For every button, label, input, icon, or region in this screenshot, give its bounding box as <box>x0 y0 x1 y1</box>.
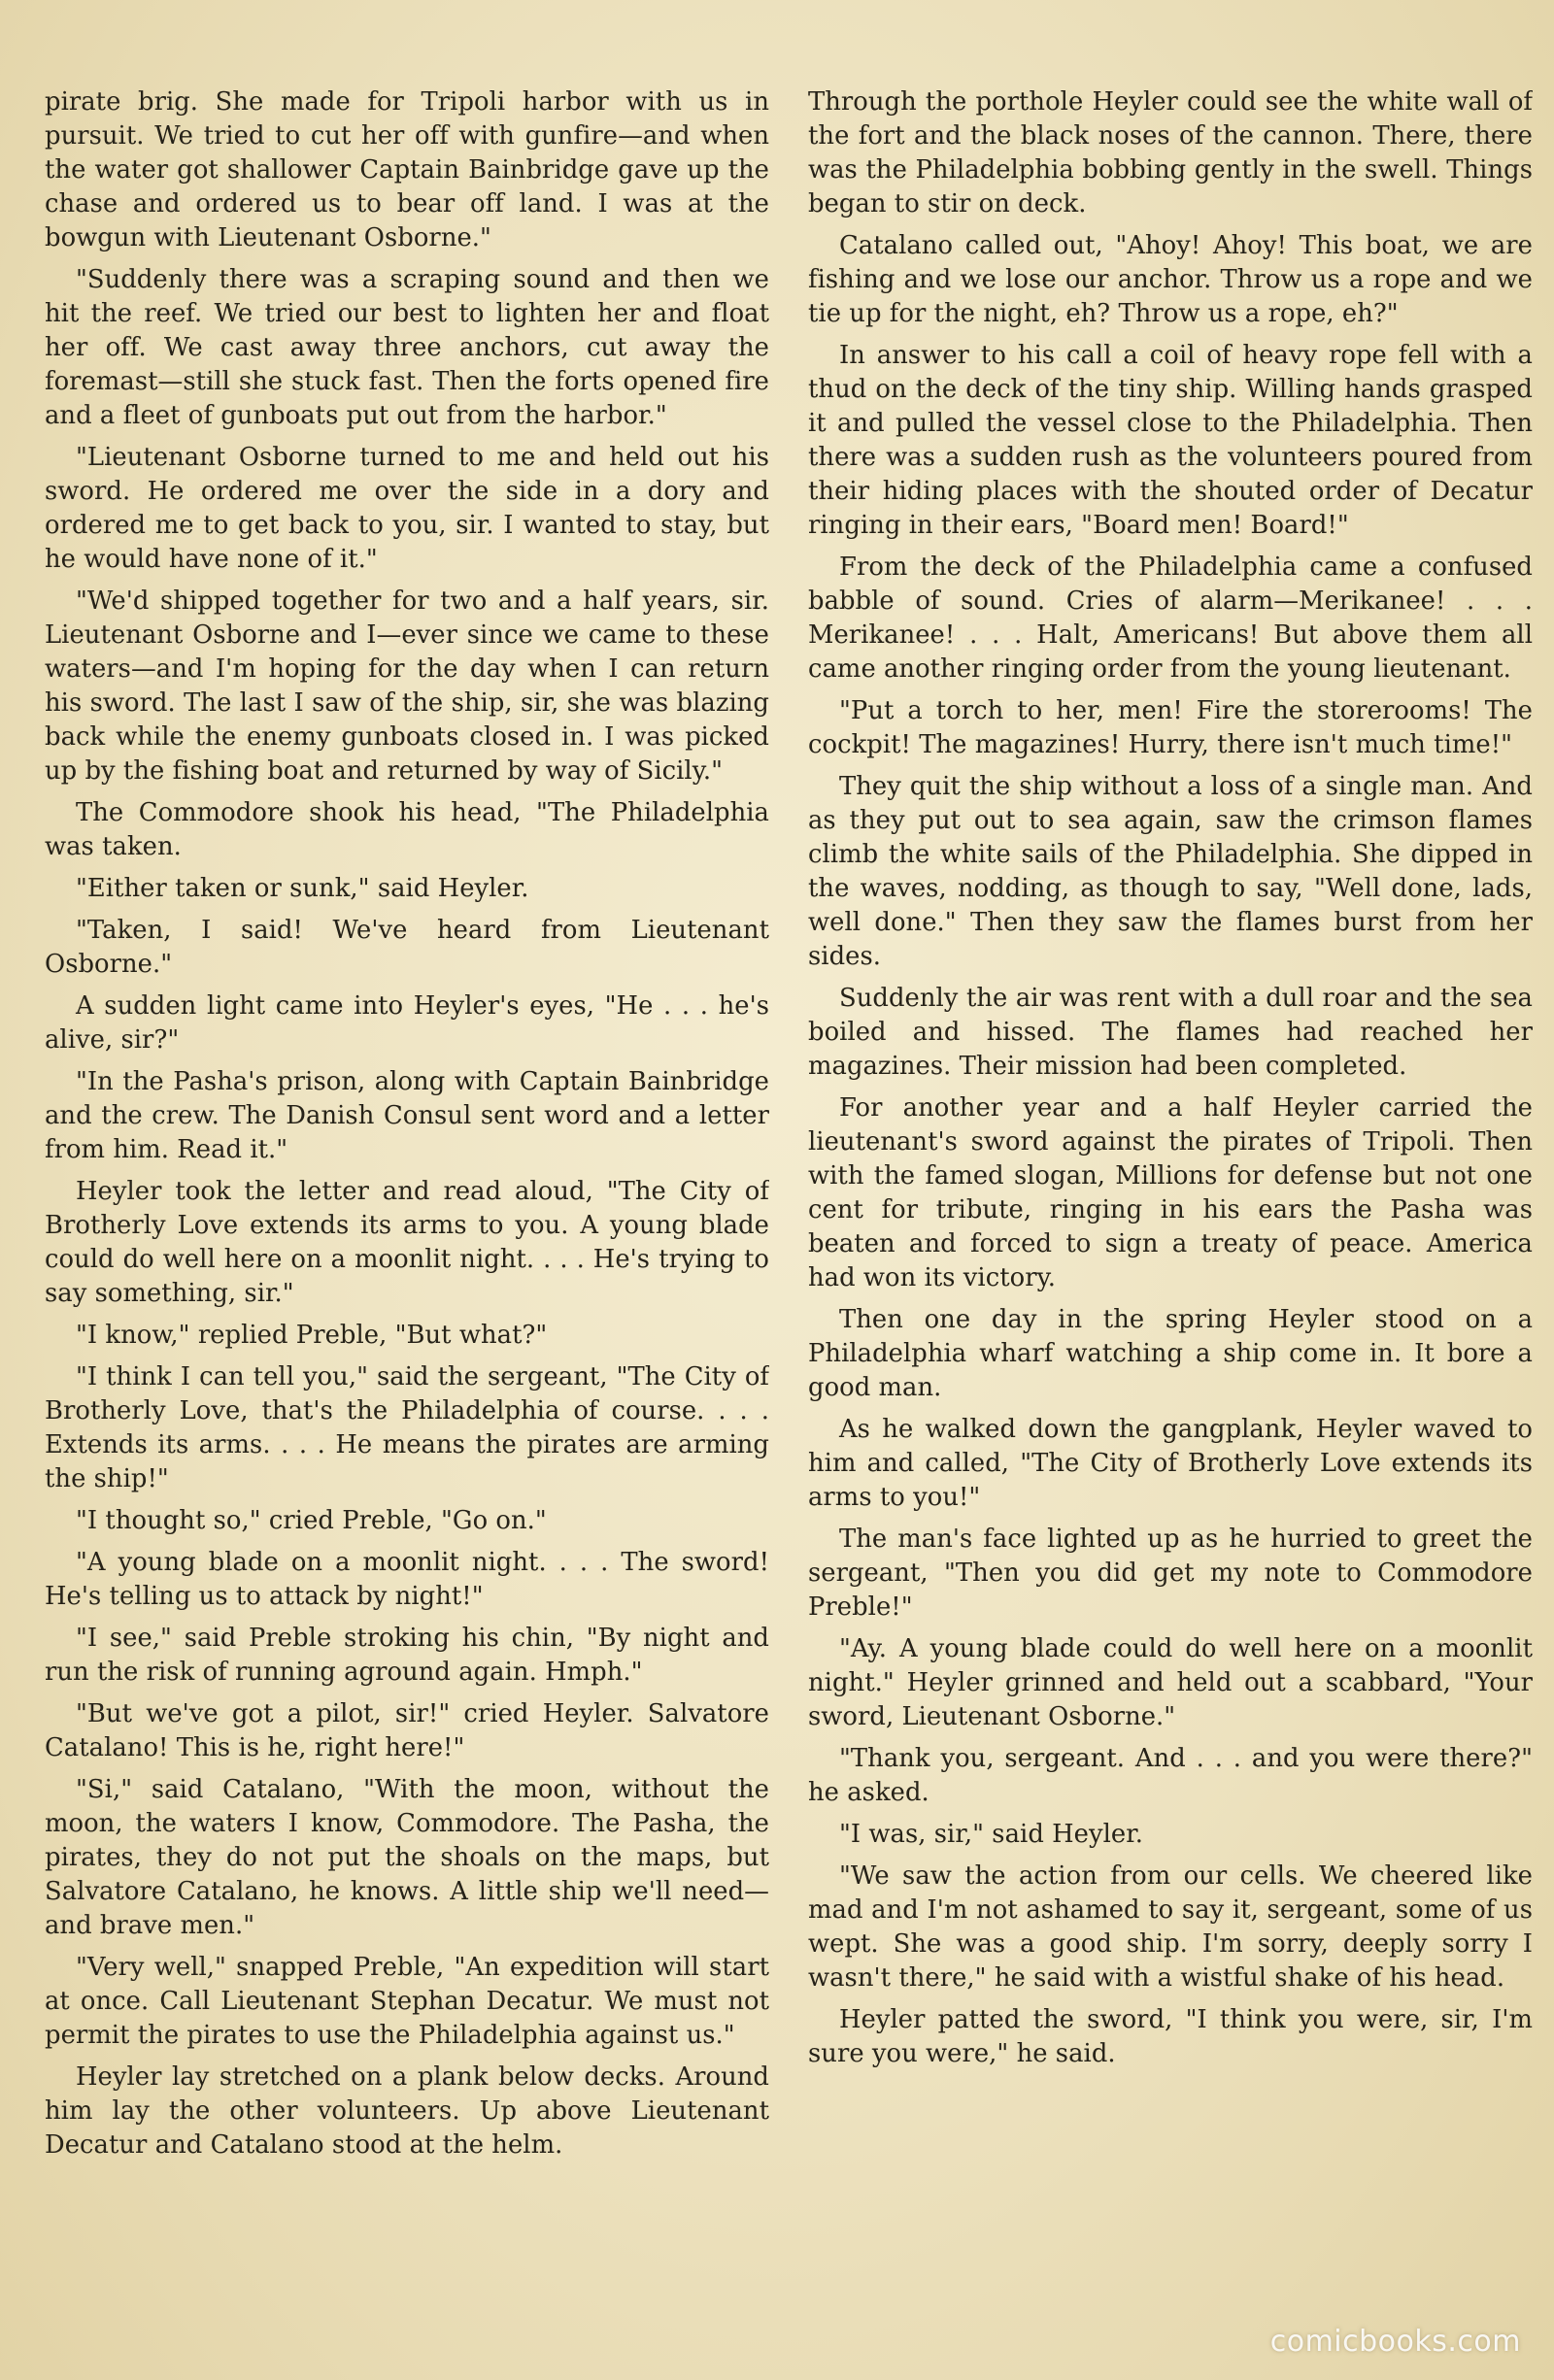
paragraph: "I thought so," cried Preble, "Go on." <box>76 1506 547 1535</box>
paragraph: "In the Pasha's prison, along with Captain Bainbridge and the crew. The Danish Consul sent word and a letter from him. Read it." <box>45 1067 769 1164</box>
left-column <box>45 85 769 2348</box>
paragraph: "Very well," snapped Preble, "An expedition will start at once. Call Lieutenant Stephan Decatur. We must not permit the pirates to use the Philadelphia against us." <box>45 1953 769 2050</box>
paragraph: "Taken, I said! We've heard from Lieutenant Osborne." <box>45 916 769 979</box>
paragraph: "Ay. A young blade could do well here on a moonlit night." Heyler grinned and held out a scabbard, "Your sword, Lieutenant Osborne." <box>808 1634 1533 1731</box>
paragraph: "Put a torch to her, men! Fire the storerooms! The cockpit! The magazines! Hurry, there isn't much time!" <box>808 696 1533 759</box>
paragraph: From the deck of the Philadelphia came a confused babble of sound. Cries of alarm—Merikanee! . . . Merikanee! . . . Halt, Americans! But above them all came another ringing order from the young lieutenant. <box>808 553 1533 684</box>
paragraph: "But we've got a pilot, sir!" cried Heyler. Salvatore Catalano! This is he, right here!" <box>45 1699 769 1762</box>
article-body <box>0 85 1554 2348</box>
paragraph: "I know," replied Preble, "But what?" <box>76 1321 548 1350</box>
site-watermark: comicbooks.com <box>1269 2325 1521 2359</box>
right-column <box>808 85 1533 2348</box>
paragraph: "Suddenly there was a scraping sound and then we hit the reef. We tried our best to lighten her and float her off. We cast away three anchors, cut away the foremast—still she stuck fast. Then the forts opened fire and a fleet of gunboats put out from the harbor." <box>45 265 769 430</box>
paragraph: "Thank you, sergeant. And . . . and you were there?" he asked. <box>808 1744 1533 1807</box>
paragraph: "Si," said Catalano, "With the moon, without the moon, the waters I know, Commodore. The Pasha, the pirates, they do not put the shoals on the maps, but Salvatore Catalano, he knows. A little ship we'll need—and brave men." <box>45 1775 769 1940</box>
paragraph: "I think I can tell you," said the sergeant, "The City of Brotherly Love, that's the Philadelphia of course. . . . Extends its arms. . . . He means the pirates are arming the ship!" <box>45 1362 769 1493</box>
paragraph: Heyler lay stretched on a plank below decks. Around him lay the other volunteers. Up above Lieutenant Decatur and Catalano stood at the helm. <box>45 2062 769 2160</box>
paragraph: The Commodore shook his head, "The Philadelphia was taken. <box>45 798 769 861</box>
paragraph: Heyler took the letter and read aloud, "The City of Brotherly Love extends its arms to you. A young blade could do well here on a moonlit night. . . . He's trying to say something, sir." <box>45 1177 769 1308</box>
paragraph: A sudden light came into Heyler's eyes, "He . . . he's alive, sir?" <box>45 991 769 1055</box>
paragraph: "I was, sir," said Heyler. <box>839 1820 1144 1849</box>
paragraph: The man's face lighted up as he hurried to greet the sergeant, "Then you did get my note to Commodore Preble!" <box>808 1525 1533 1622</box>
paragraph: Through the porthole Heyler could see the white wall of the fort and the black noses of the cannon. There, there was the Philadelphia bobbing gently in the swell. Things began to stir on deck. <box>808 87 1533 218</box>
paragraph: For another year and a half Heyler carried the lieutenant's sword against the pirates of Tripoli. Then with the famed slogan, Millions for defense but not one cent for tribute, ringing in his ears the Pasha was beaten and forced to sign a treaty of peace. America had won its victory. <box>808 1093 1533 1292</box>
paragraph: "A young blade on a moonlit night. . . . The sword! He's telling us to attack by night!" <box>45 1548 769 1611</box>
paragraph: "Either taken or sunk," said Heyler. <box>76 874 529 903</box>
paragraph: They quit the ship without a loss of a single man. And as they put out to sea again, saw the crimson flames climb the white sails of the Philadelphia. She dipped in the waves, nodding, as though to say, "Well done, lads, well done." Then they saw the flames burst from her sides. <box>808 772 1533 971</box>
paragraph: "I see," said Preble stroking his chin, "By night and run the risk of running aground again. Hmph." <box>45 1624 769 1687</box>
paragraph: Catalano called out, "Ahoy! Ahoy! This boat, we are fishing and we lose our anchor. Throw us a rope and we tie up for the night, eh? Throw us a rope, eh?" <box>808 231 1533 328</box>
paragraph: Heyler patted the sword, "I think you were, sir, I'm sure you were," he said. <box>808 2005 1533 2068</box>
paragraph: "We'd shipped together for two and a half years, sir. Lieutenant Osborne and I—ever since we came to these waters—and I'm hoping for the day when I can return his sword. The last I saw of the ship, sir, she was blazing back while the enemy gunboats closed in. I was picked up by the fishing boat and returned by way of Sicily." <box>45 587 769 786</box>
paragraph: As he walked down the gangplank, Heyler waved to him and called, "The City of Brotherly Love extends its arms to you!" <box>808 1415 1533 1512</box>
paragraph: pirate brig. She made for Tripoli harbor with us in pursuit. We tried to cut her off with gunfire—and when the water got shallower Captain Bainbridge gave up the chase and ordered us to bear off land. I was at the bowgun with Lieutenant Osborne." <box>45 87 769 252</box>
paragraph: "We saw the action from our cells. We cheered like mad and I'm not ashamed to say it, sergeant, some of us wept. She was a good ship. I'm sorry, deeply sorry I wasn't there," he said with a wistful shake of his head. <box>808 1861 1533 1993</box>
paragraph: In answer to his call a coil of heavy rope fell with a thud on the deck of the tiny ship. Willing hands grasped it and pulled the vessel close to the Philadelphia. Then there was a sudden rush as the volunteers poured from their hiding places with the shouted order of Decatur ringing in their ears, "Board men! Board!" <box>808 341 1533 540</box>
paragraph: Then one day in the spring Heyler stood on a Philadelphia wharf watching a ship come in. It bore a good man. <box>808 1305 1533 1402</box>
paragraph: "Lieutenant Osborne turned to me and held out his sword. He ordered me over the side in a dory and ordered me to get back to you, sir. I wanted to stay, but he would have none of it." <box>45 443 769 574</box>
paragraph: Suddenly the air was rent with a dull roar and the sea boiled and hissed. The flames had reached her magazines. Their mission had been completed. <box>808 984 1533 1081</box>
